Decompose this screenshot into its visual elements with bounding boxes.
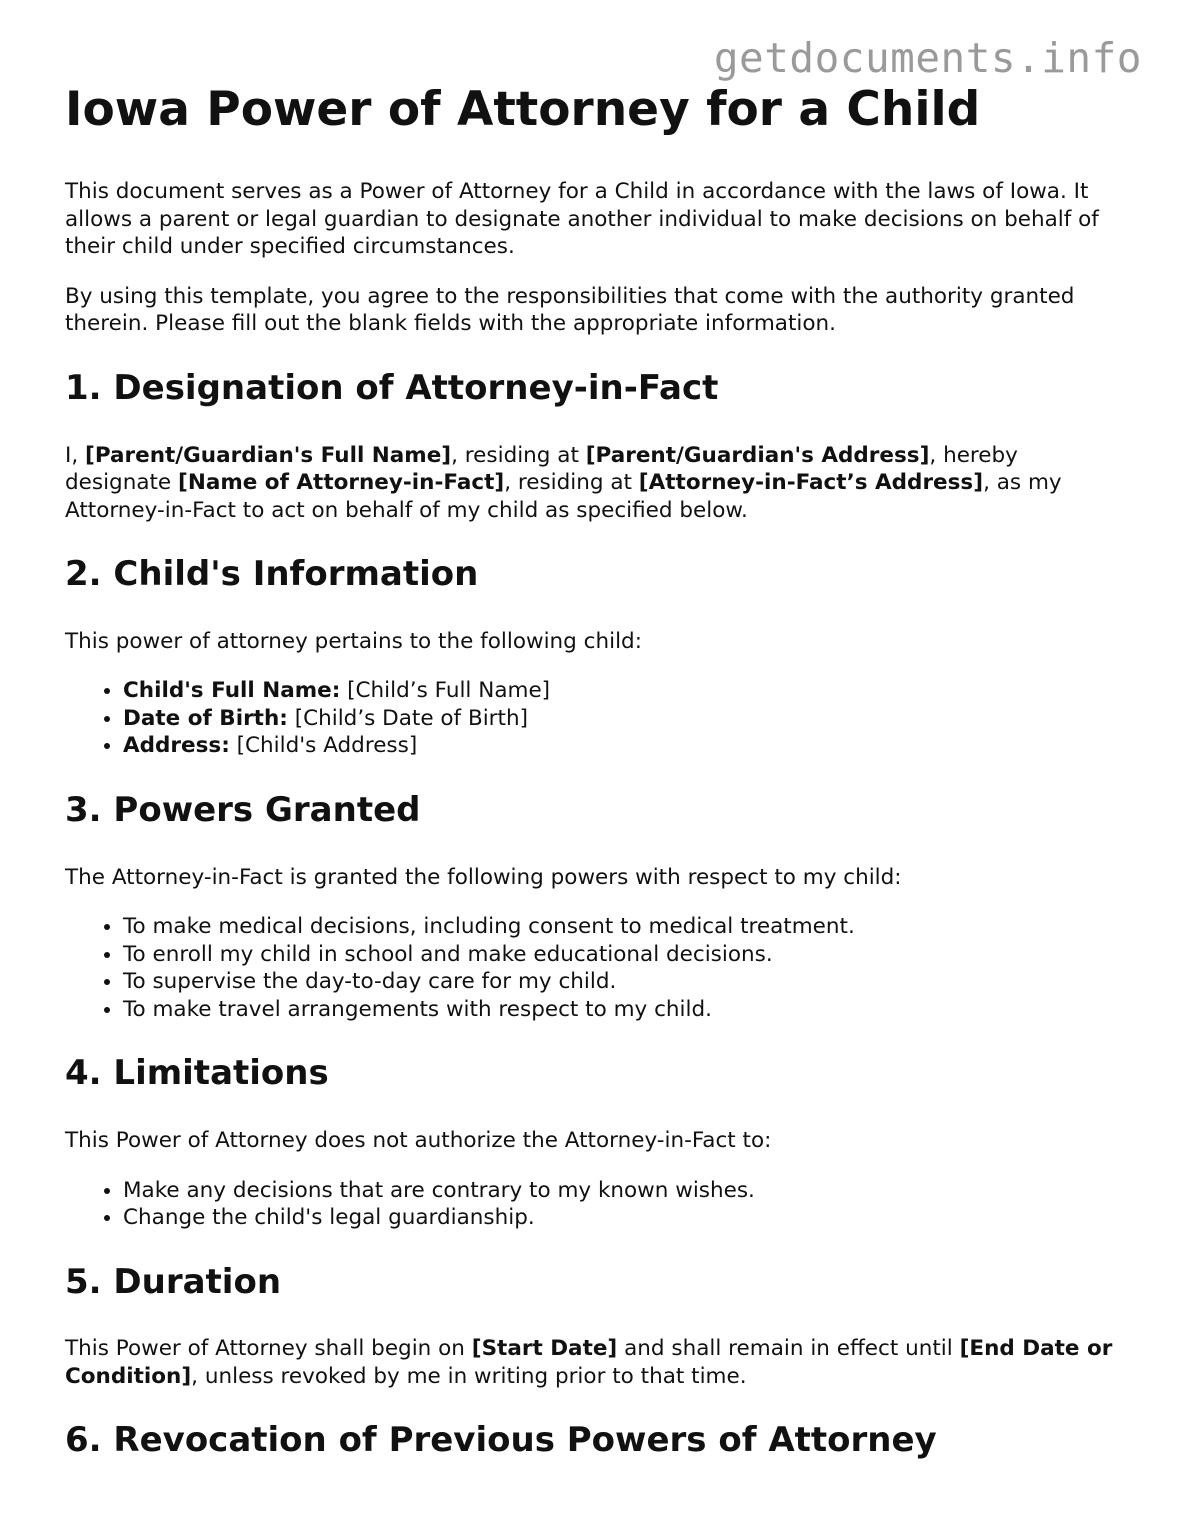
- intro-paragraph-2: By using this template, you agree to the responsibilities that come with the authority granted therein. Please fill out the blank fields with the appropriate information.: [65, 283, 1075, 337]
- list-item: • Address: [Child's Address]: [123, 732, 1125, 760]
- intro-paragraph-1: This document serves as a Power of Attorney for a Child in accordance with the laws of Iowa. It allows a parent or legal guardian to designate another individual to make decisions on behalf of their child under specified circumstances.: [65, 179, 1099, 260]
- child-info-list: [65, 677, 1125, 760]
- end-date-field: [End Date or Condition]: [65, 1336, 1113, 1389]
- section-4-heading: 4. Limitations: [65, 1053, 329, 1094]
- child-info-intro: This power of attorney pertains to the following child:: [65, 628, 642, 654]
- list-item: • Child's Full Name: [Child’s Full Name]: [123, 677, 1125, 705]
- list-item: • Change the child's legal guardianship.: [123, 1204, 1125, 1232]
- designation-paragraph: I, [Parent/Guardian's Full Name], residing at [Parent/Guardian's Address], hereby designate [Name of Attorney-in-Fact], residing at [Attorney-in-Fact’s Address], as my Attorney-in-Fact to act on behalf of my child as specified below.: [65, 442, 1062, 523]
- section-2-heading: 2. Child's Information: [65, 554, 479, 595]
- powers-intro: The Attorney-in-Fact is granted the following powers with respect to my child:: [65, 864, 902, 890]
- limitations-list: [65, 1177, 1125, 1232]
- section-6-heading: 6. Revocation of Previous Powers of Attorney: [65, 1420, 937, 1461]
- watermark: getdocuments.info: [713, 34, 1142, 82]
- list-item: • To make medical decisions, including consent to medical treatment.: [123, 913, 1125, 941]
- parent-address-field: [Parent/Guardian's Address]: [585, 442, 930, 468]
- section-5-heading: 5. Duration: [65, 1261, 282, 1302]
- list-item: • To make travel arrangements with respect to my child.: [123, 996, 1125, 1024]
- list-item: • Make any decisions that are contrary to my known wishes.: [123, 1177, 1125, 1205]
- limitations-intro: This Power of Attorney does not authorize the Attorney-in-Fact to:: [65, 1128, 772, 1154]
- list-item: • To enroll my child in school and make educational decisions.: [123, 941, 1125, 969]
- document-title: Iowa Power of Attorney for a Child: [65, 82, 981, 137]
- attorney-name-field: [Name of Attorney-in-Fact]: [178, 470, 505, 496]
- section-1-heading: 1. Designation of Attorney-in-Fact: [65, 367, 719, 408]
- section-3-heading: 3. Powers Granted: [65, 789, 421, 830]
- document-body: [65, 82, 1125, 1494]
- powers-list: [65, 913, 1125, 1023]
- list-item: • Date of Birth: [Child’s Date of Birth]: [123, 705, 1125, 733]
- attorney-address-field: [Attorney-in-Fact’s Address]: [638, 470, 984, 496]
- list-item: • To supervise the day-to-day care for my child.: [123, 968, 1125, 996]
- parent-name-field: [Parent/Guardian's Full Name]: [85, 442, 452, 468]
- duration-paragraph: This Power of Attorney shall begin on [Start Date] and shall remain in effect until [End Date or Condition], unless revoked by me in writing prior to that time.: [65, 1336, 1113, 1389]
- start-date-field: [Start Date]: [471, 1336, 618, 1362]
